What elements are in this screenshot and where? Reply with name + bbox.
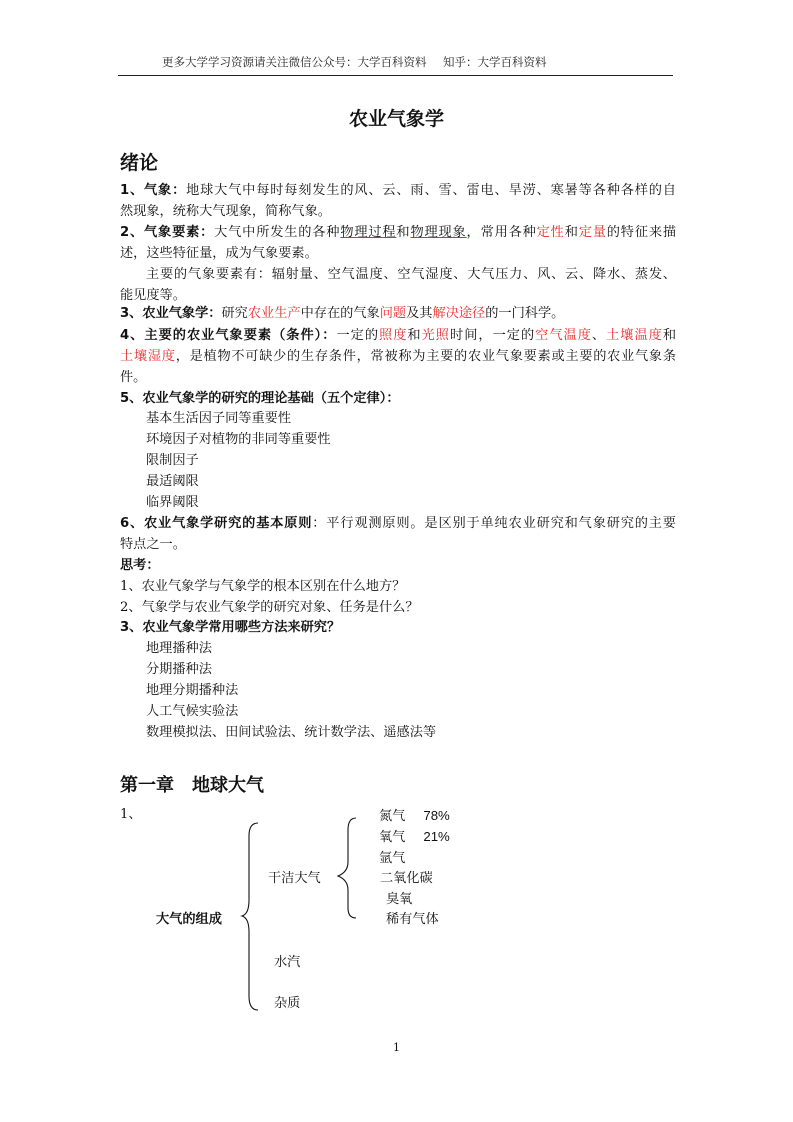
- method-item: 地理播种法: [146, 641, 212, 656]
- document-title: 农业气象学: [348, 108, 444, 130]
- gas-item: 氩气: [379, 851, 406, 866]
- q2-line4: 能见度等。: [120, 288, 186, 303]
- q5-heading: 5、农业气象学的研究的理论基础（五个定律）：: [120, 391, 400, 406]
- think-question-1: 1、农业气象学与气象学的根本区别在什么地方？: [120, 579, 406, 594]
- q3-line: 3、农业气象学：研究农业生产中存在的气象问题及其解决途径的一门科学。: [120, 306, 565, 321]
- gas-item: 氮气 78%: [379, 808, 450, 824]
- q5-item: 最适阈限: [146, 474, 199, 489]
- gas-item: 氧气 21%: [379, 829, 450, 845]
- q2-line3: 主要的气象要素有：辐射量、空气温度、空气湿度、大气压力、风、云、降水、蒸发、: [146, 267, 676, 282]
- think-heading: 思考：: [120, 558, 160, 573]
- q1-line2: 然现象，统称大气现象，简称气象。: [120, 204, 331, 219]
- q4-line1: 4、主要的农业气象要素（条件）：一定的照度和光照时间，一定的空气温度、土壤温度和: [120, 328, 677, 343]
- gas-item: 臭氧: [386, 892, 413, 907]
- method-item: 数理模拟法、田间试验法、统计数学法、遥感法等: [146, 725, 437, 740]
- q5-item: 限制因子: [146, 453, 199, 468]
- q2-line1: 2、气象要素：大气中所发生的各种物理过程和物理现象，常用各种定性和定量的特征来描: [120, 225, 677, 240]
- think-question-2: 2、气象学与农业气象学的研究对象、任务是什么？: [120, 600, 419, 615]
- outer-brace: [242, 823, 258, 1010]
- impurities-label: 杂质: [274, 996, 301, 1011]
- q4-line3: 件。: [120, 370, 147, 385]
- q1-line1: 1、气象：地球大气中每时每刻发生的风、云、雨、雪、雷电、旱涝、寒暑等各种各样的自: [120, 183, 676, 198]
- page-number: 1: [393, 1041, 400, 1054]
- header-right-text: 知乎：大学百科资料: [443, 55, 547, 69]
- gas-item: 二氧化碳: [380, 871, 433, 886]
- inner-brace: [338, 818, 356, 918]
- water-vapor-label: 水汽: [274, 955, 301, 970]
- think-question-3: 3、农业气象学常用哪些方法来研究？: [120, 620, 341, 635]
- chapter-heading: 第一章 地球大气: [120, 775, 264, 796]
- gas-item: 稀有气体: [386, 912, 439, 927]
- method-item: 地理分期播种法: [146, 683, 239, 698]
- q5-item: 临界阈限: [146, 495, 199, 510]
- q2-line2: 述，这些特征量，成为气象要素。: [120, 246, 318, 261]
- q6-line1: 6、农业气象学研究的基本原则：平行观测原则。是区别于单纯农业研究和气象研究的主要: [120, 516, 676, 531]
- q4-line2: 土壤湿度，是植物不可缺少的生存条件，常被称为主要的农业气象要素或主要的农业气象条: [120, 349, 677, 364]
- method-item: 分期播种法: [146, 662, 212, 677]
- method-item: 人工气候实验法: [146, 704, 239, 719]
- chapter-item-number: 1、: [120, 807, 142, 822]
- q5-item: 环境因子对植物的非同等重要性: [146, 432, 331, 447]
- section-heading-intro: 绪论: [120, 152, 159, 174]
- header-left-text: 更多大学学习资源请关注微信公众号：大学百科资料: [162, 55, 427, 69]
- dry-air-label: 干洁大气: [268, 871, 321, 886]
- q6-line2: 特点之一。: [120, 537, 186, 552]
- diagram-root-label: 大气的组成: [156, 912, 222, 927]
- q5-item: 基本生活因子同等重要性: [146, 411, 292, 426]
